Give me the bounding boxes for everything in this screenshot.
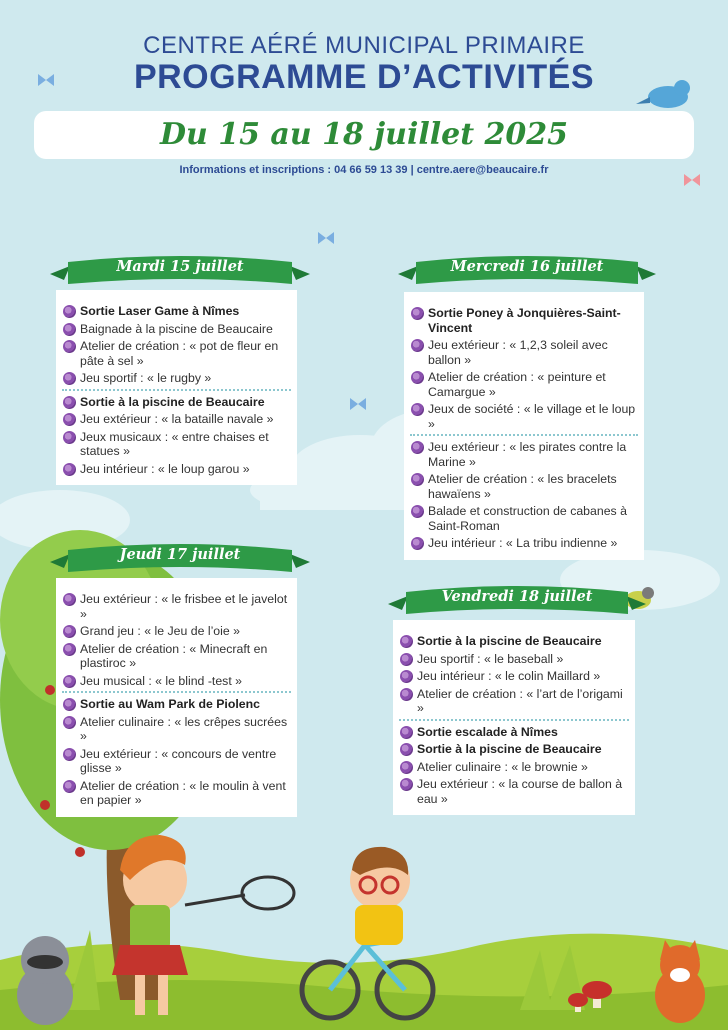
flower-bullet-icon — [411, 307, 424, 320]
activity-item — [410, 338, 638, 367]
flower-bullet-icon — [63, 780, 76, 793]
activity-label: Jeu sportif : « le rugby » — [80, 371, 212, 385]
activity-label: Sortie Laser Game à Nîmes — [80, 304, 240, 318]
day-title: Mercredi 16 juillet — [450, 258, 604, 275]
flower-bullet-icon — [400, 778, 413, 791]
activity-item — [62, 747, 291, 776]
activity-label: Jeu extérieur : « le frisbee et le javelot » — [80, 592, 288, 621]
day-card — [56, 290, 297, 485]
activity-label: Jeu extérieur : « la course de ballon à eau » — [417, 777, 623, 806]
flower-bullet-icon — [63, 431, 76, 444]
section-divider — [62, 389, 291, 391]
activity-item — [399, 742, 629, 757]
activity-label: Jeu intérieur : « La tribu indienne » — [428, 536, 618, 550]
flower-bullet-icon — [63, 748, 76, 761]
activity-item — [410, 472, 638, 501]
flower-bullet-icon — [63, 625, 76, 638]
flower-bullet-icon — [63, 372, 76, 385]
flower-bullet-icon — [63, 593, 76, 606]
flower-bullet-icon — [411, 403, 424, 416]
flower-bullet-icon — [63, 396, 76, 409]
activity-label: Sortie Poney à Jonquières-Saint-Vincent — [428, 306, 621, 335]
activity-label: Sortie escalade à Nîmes — [417, 724, 558, 739]
activity-item — [62, 642, 291, 671]
flower-bullet-icon — [411, 505, 424, 518]
flower-bullet-icon — [400, 726, 413, 739]
flower-bullet-icon — [63, 643, 76, 656]
flower-bullet-icon — [63, 675, 76, 688]
activity-item — [399, 634, 629, 649]
contact-info: Informations et inscriptions : 04 66 59 13 39 | centre.aere@beaucaire.fr — [179, 164, 549, 176]
activity-label: Jeu intérieur : « le loup garou » — [80, 461, 250, 476]
activity-item — [410, 504, 638, 533]
day-ribbon — [50, 252, 310, 292]
date-range: Du 15 au 18 juillet 2025 — [34, 111, 694, 159]
flower-bullet-icon — [411, 339, 424, 352]
activity-item — [62, 715, 291, 744]
flower-bullet-icon — [400, 670, 413, 683]
activity-item — [399, 652, 629, 667]
flower-bullet-icon — [400, 688, 413, 701]
activity-item — [62, 412, 291, 427]
day-ribbon — [50, 540, 310, 580]
activity-label: Baignade à la piscine de Beaucaire — [80, 321, 273, 336]
activity-label: Jeu extérieur : « 1,2,3 soleil avec ballon » — [428, 338, 608, 367]
flower-bullet-icon — [411, 441, 424, 454]
activity-item — [62, 430, 291, 459]
section-divider — [410, 434, 638, 436]
activity-label: Grand jeu : « le Jeu de l’oie » — [80, 624, 240, 638]
activity-label: Atelier de création : « pot de fleur en pâte à sel » — [80, 339, 279, 368]
flower-bullet-icon — [63, 305, 76, 318]
activity-label: Atelier de création : « l’art de l’origami » — [417, 686, 623, 715]
activity-item — [399, 669, 629, 684]
activity-label: Atelier culinaire : « les crêpes sucrées » — [80, 714, 288, 743]
activity-item — [399, 725, 629, 740]
day-title: Jeudi 17 juillet — [119, 546, 241, 563]
activity-label: Atelier de création : « Minecraft en plastiroc » — [80, 641, 268, 670]
activity-item — [62, 322, 291, 337]
flower-bullet-icon — [400, 635, 413, 648]
activity-item — [62, 674, 291, 689]
activity-item — [62, 339, 291, 368]
flower-bullet-icon — [63, 698, 76, 711]
activity-item — [62, 592, 291, 621]
day-card — [393, 620, 635, 815]
flower-bullet-icon — [411, 537, 424, 550]
day-title: Vendredi 18 juillet — [441, 588, 593, 605]
flower-bullet-icon — [411, 371, 424, 384]
flower-bullet-icon — [63, 323, 76, 336]
day-ribbon — [398, 252, 656, 292]
activity-label: Jeu extérieur : « la bataille navale » — [80, 412, 274, 426]
day-card — [404, 292, 644, 560]
activity-item — [410, 402, 638, 431]
flower-bullet-icon — [400, 743, 413, 756]
page-title: PROGRAMME D’ACTIVITÉS — [133, 58, 595, 96]
fox-illustration — [655, 940, 705, 1023]
activity-item — [62, 779, 291, 808]
flower-bullet-icon — [400, 761, 413, 774]
flower-bullet-icon — [411, 473, 424, 486]
flower-bullet-icon — [63, 463, 76, 476]
subtitle: CENTRE AÉRÉ MUNICIPAL PRIMAIRE — [143, 32, 585, 59]
activity-item — [62, 462, 291, 477]
activity-item — [410, 440, 638, 469]
activity-label: Jeu intérieur : « le colin Maillard » — [417, 669, 601, 683]
flower-bullet-icon — [63, 340, 76, 353]
activity-item — [62, 304, 291, 319]
flower-bullet-icon — [63, 716, 76, 729]
activity-label: Atelier de création : « peinture et Camargue » — [428, 370, 606, 399]
activity-label: Sortie à la piscine de Beaucaire — [417, 742, 602, 756]
flower-bullet-icon — [63, 413, 76, 426]
activity-label: Jeu sportif : « le baseball » — [417, 651, 564, 666]
activity-label: Atelier culinaire : « le brownie » — [417, 759, 588, 774]
activity-label: Jeux de société : « le village et le loup » — [428, 402, 636, 431]
activity-label: Sortie à la piscine de Beaucaire — [80, 394, 265, 409]
activity-item — [62, 371, 291, 386]
activity-item — [399, 777, 629, 806]
activity-label: Sortie à la piscine de Beaucaire — [417, 634, 602, 648]
activity-item — [410, 536, 638, 551]
activity-label: Jeux musicaux : « entre chaises et statues » — [80, 429, 269, 458]
activity-label: Jeu musical : « le blind -test » — [80, 673, 242, 688]
day-title: Mardi 15 juillet — [116, 258, 244, 275]
activity-item — [62, 624, 291, 639]
activity-item — [399, 760, 629, 775]
activity-item — [62, 697, 291, 712]
section-divider — [62, 691, 291, 693]
activity-item — [62, 395, 291, 410]
section-divider — [399, 719, 629, 721]
activity-item — [399, 687, 629, 716]
activity-label: Sortie au Wam Park de Piolenc — [80, 697, 260, 711]
activity-label: Jeu extérieur : « les pirates contre la Marine » — [428, 440, 627, 469]
day-ribbon — [388, 582, 646, 622]
activity-item — [410, 306, 638, 335]
day-card — [56, 578, 297, 817]
flower-bullet-icon — [400, 653, 413, 666]
activity-label: Atelier de création : « les bracelets hawaïens » — [428, 472, 617, 501]
activity-item — [410, 370, 638, 399]
activity-label: Balade et construction de cabanes à Saint-Roman — [428, 504, 627, 533]
activity-label: Jeu extérieur : « concours de ventre glisse » — [80, 746, 277, 775]
raccoon-illustration — [17, 936, 73, 1025]
activity-label: Atelier de création : « le moulin à vent en papier » — [80, 778, 286, 807]
